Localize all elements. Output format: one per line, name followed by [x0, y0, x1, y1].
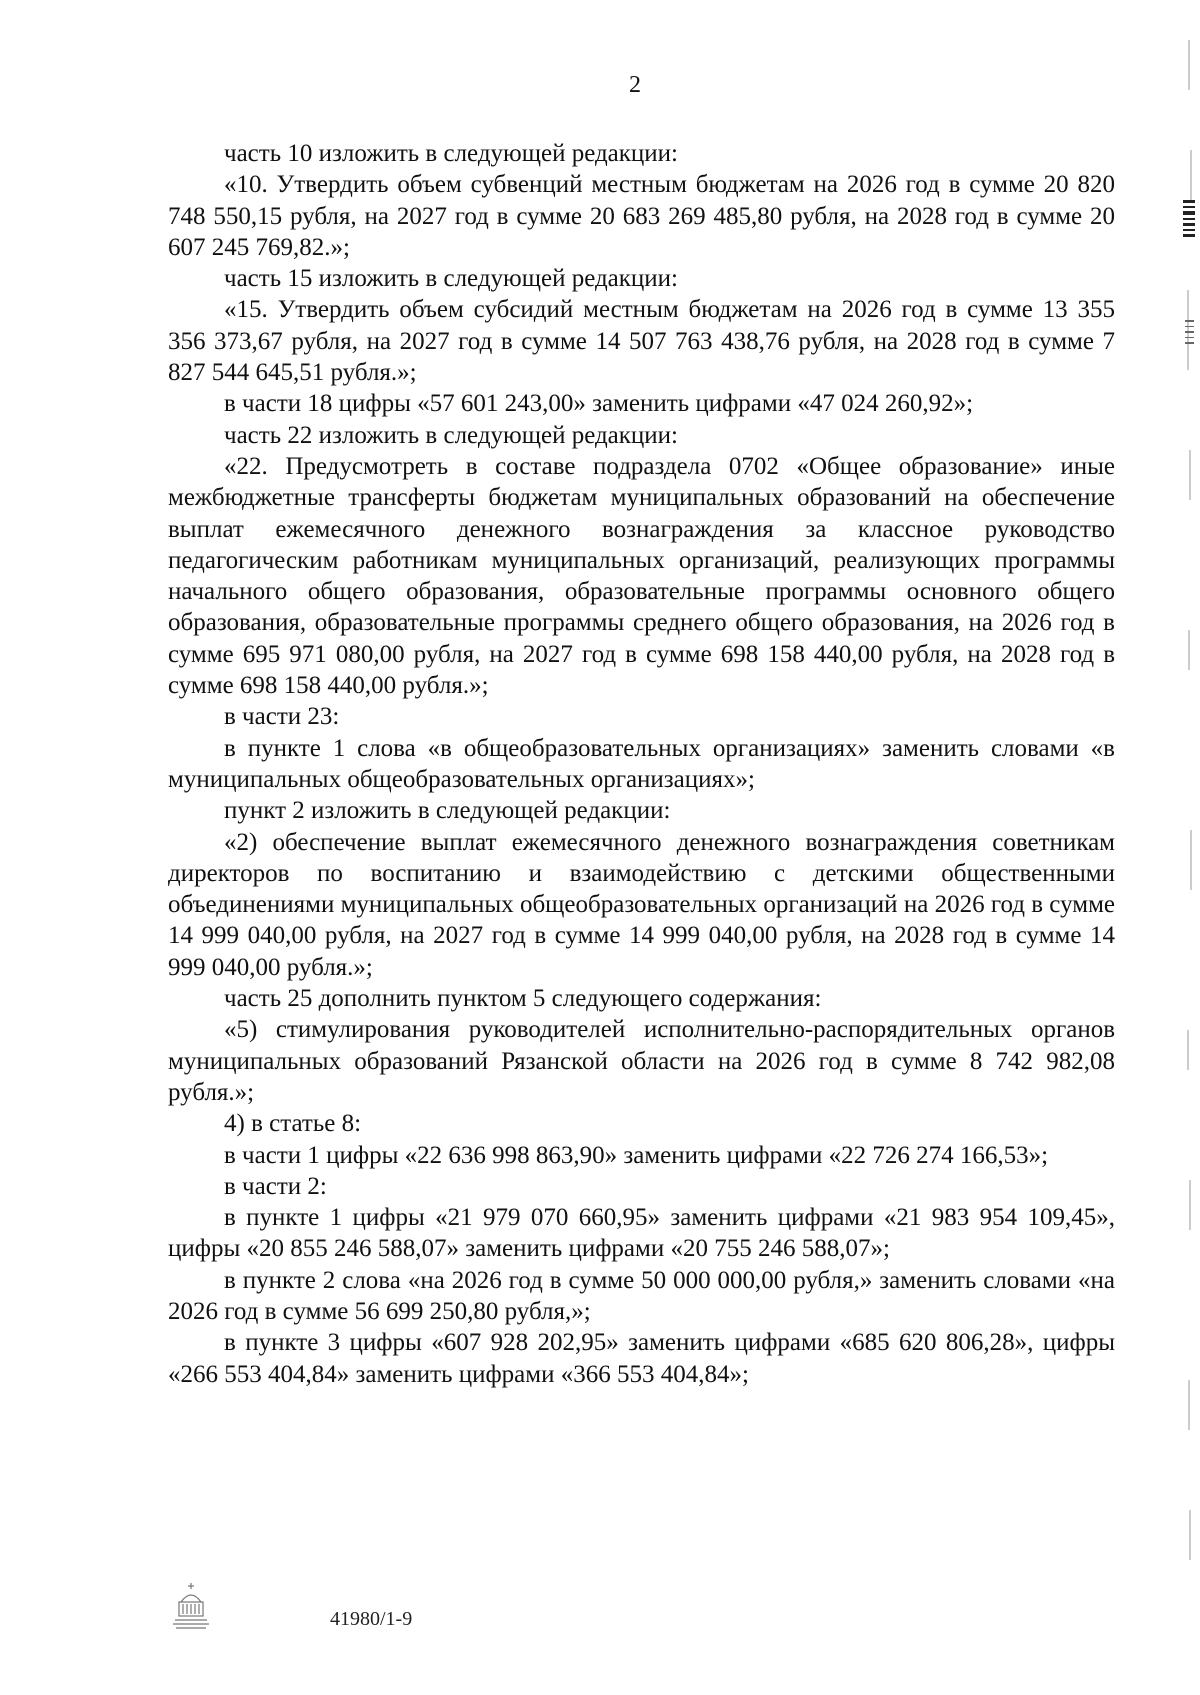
scan-edge-marks — [1182, 30, 1196, 1590]
seal-emblem-icon — [170, 1580, 212, 1632]
paragraph: в части 2: — [224, 1172, 327, 1200]
paragraph: в части 1 цифры «22 636 998 863,90» заменить цифрами «22 726 274 166,53»; — [224, 1141, 1049, 1169]
paragraph: часть 25 дополнить пунктом 5 следующего содержания: — [224, 985, 822, 1013]
paragraph: в части 23: — [224, 703, 340, 731]
paragraph: часть 22 изложить в следующей редакции: — [224, 421, 679, 449]
document-body — [168, 138, 1115, 1390]
paragraph: в пункте 1 слова «в общеобразовательных организациях» заменить словами «в муниципальных общеобразовательных организациях»; — [168, 734, 1115, 793]
paragraph: часть 10 изложить в следующей редакции: — [224, 140, 679, 167]
page-number: 2 — [629, 72, 641, 98]
paragraph: «2) обеспечение выплат ежемесячного денежного вознаграждения советникам директоров по воспитанию и взаимодействию с детскими общественными объединениями муниципальных общеобразовательных организаций на 2026 год в сумме 14 999 040,00 рубля, на 2027 год в сумме 14 999 040,00 рубля, на 2028 год в сумме 14 999 040,00 рубля.»; — [168, 828, 1115, 981]
paragraph: в пункте 1 цифры «21 979 070 660,95» заменить цифрами «21 983 954 109,45», цифры «20 855 246 588,07» заменить цифрами «20 755 246 588,07»; — [168, 1204, 1115, 1263]
paragraph: «22. Предусмотреть в составе подраздела 0702 «Общее образование» иные межбюджетные трансферты бюджетам муниципальных образований на обеспечение выплат ежемесячного денежного вознаграждения за классное руководство педагогическим работникам муниципальных организаций, реализующих программы начального общего образования, образовательные программы основного общего образования, образовательные программы среднего общего образования, на 2026 год в сумме 695 971 080,00 рубля, на 2027 год в сумме 698 158 440,00 рубля, на 2028 год в сумме 698 158 440,00 рубля.»; — [168, 452, 1115, 700]
paragraph: в части 18 цифры «57 601 243,00» заменить цифрами «47 024 260,92»; — [224, 390, 974, 418]
document-code: 41980/1-9 — [330, 1608, 413, 1630]
paragraph: «10. Утвердить объем субвенций местным бюджетам на 2026 год в сумме 20 820 748 550,15 рубля, на 2027 год в сумме 20 683 269 485,80 рубля, на 2028 год в сумме 20 607 245 769,82.»; — [168, 171, 1115, 261]
paragraph: «5) стимулирования руководителей исполнительно-распорядительных органов муниципальных образований Рязанской области на 2026 год в сумме 8 742 982,08 рубля.»; — [168, 1016, 1115, 1106]
paragraph: «15. Утвердить объем субсидий местным бюджетам на 2026 год в сумме 13 355 356 373,67 рубля, на 2027 год в сумме 14 507 763 438,76 рубля, на 2028 год в сумме 7 827 544 645,51 рубля.»; — [168, 296, 1115, 387]
paragraph: в пункте 2 слова «на 2026 год в сумме 50 000 000,00 рубля,» заменить словами «на 2026 год в сумме 56 699 250,80 рубля,»; — [168, 1266, 1115, 1325]
paragraph: пункт 2 изложить в следующей редакции: — [224, 797, 671, 825]
paragraph: часть 15 изложить в следующей редакции: — [224, 265, 679, 293]
paragraph: в пункте 3 цифры «607 928 202,95» заменить цифрами «685 620 806,28», цифры «266 553 404,84» заменить цифрами «366 553 404,84»; — [168, 1329, 1115, 1388]
paragraph: 4) в статье 8: — [224, 1110, 362, 1138]
